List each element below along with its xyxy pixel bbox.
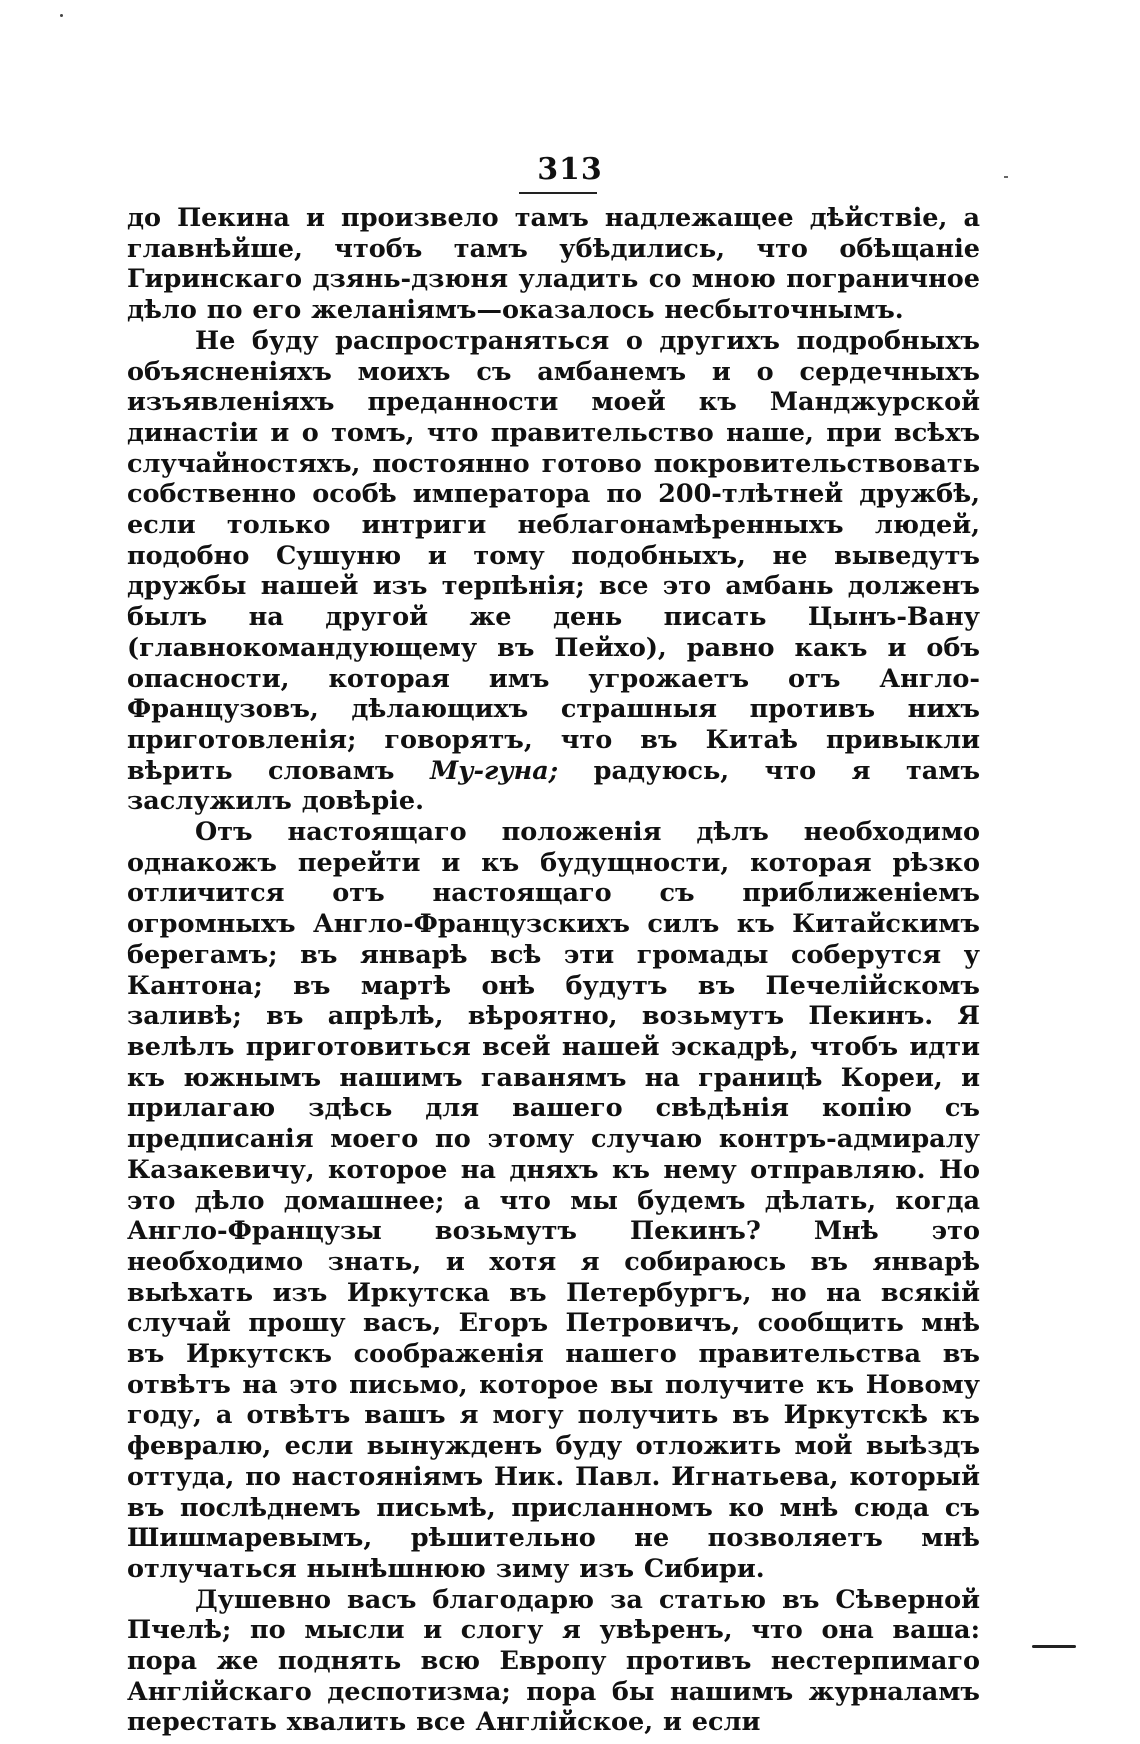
paragraph-text: Не буду распространяться о другихъ подробныхъ объясненіяхъ моихъ съ амбанемъ и о сердечныхъ изъявленіяхъ преданности моей къ Манджурской династіи и о томъ, что правительство наше, при всѣхъ случайностяхъ, постоянно готово покровительствовать собственно особѣ императора по 200-тлѣтней дружбѣ, если только интриги неблагонамѣренныхъ людей, подобно Сушуню и тому подобныхъ, не выведутъ дружбы нашей изъ терпѣнія; все это амбань долженъ былъ на другой же день писать Цынъ-Вану (главнокомандующему въ Пейхо), равно какъ и объ опасности, которая имъ угрожаетъ отъ Англо-Французовъ, дѣлающихъ страшныя противъ нихъ приготовленія; говорятъ, что въ Китаѣ привыкли вѣрить словамъ <box>127 325 980 786</box>
paragraph-4 <box>127 1585 980 1739</box>
page-number: 313 <box>537 152 603 187</box>
paragraph-1 <box>127 203 980 326</box>
paragraph-text-continued: радуюсь, что я тамъ заслужилъ довѣріе. <box>127 755 981 817</box>
paragraph-text: до Пекина и произвело тамъ надлежащее дѣйствіе, а главнѣйше, чтобъ тамъ убѣдились, что обѣщаніе Гиринскаго дзянь-дзюня уладить со мною пограничное дѣло по его желаніямъ—оказалось несбыточнымъ. <box>127 203 980 326</box>
scan-speck <box>60 14 63 17</box>
paragraph-text: Отъ настоящаго положенія дѣлъ необходимо однакожъ перейти и къ будущности, которая рѣзко отличится отъ настоящаго съ приближеніемъ огромныхъ Англо-Французскихъ силъ къ Китайскимъ берегамъ; въ январѣ всѣ эти громады соберутся у Кантона; въ мартѣ онѣ будутъ въ Печелійскомъ заливѣ; въ апрѣлѣ, вѣроятно, возьмутъ Пекинъ. Я велѣлъ приготовиться всей нашей эскадрѣ, чтобъ идти къ южнымъ нашимъ гаванямъ на границѣ Кореи, и прилагаю здѣсь для вашего свѣдѣнія копію съ предписанія моего по этому случаю контръ-адмиралу Казакевичу, которое на дняхъ къ нему отправляю. Но это дѣло домашнее; а что мы будемъ дѣлать, когда Англо-Французы возьмутъ Пекинъ? Мнѣ это необходимо знать, и хотя я собираюсь въ январѣ выѣхать изъ Иркутска въ Петербургъ, но на всякій случай прошу васъ, Егоръ Петровичъ, сообщить мнѣ въ Иркутскъ соображенія нашего правительства въ отвѣтъ на это письмо, которое вы получите къ Новому году, а отвѣтъ вашъ я могу получить въ Иркутскѣ къ февралю, если вынужденъ буду отложить мой выѣздъ оттуда, по настояніямъ Ник. Павл. Игнатьева, который въ послѣднемъ письмѣ, присланномъ ко мнѣ сюда съ Шишмаревымъ, рѣшительно не позволяетъ мнѣ отлучаться нынѣшнюю зиму изъ Сибири. <box>127 817 980 1584</box>
letter-body-text <box>127 203 980 1738</box>
italic-name: Му-гуна; <box>429 755 559 786</box>
paragraph-text: Душевно васъ благодарю за статью въ Сѣверной Пчелѣ; по мысли и слогу я увѣренъ, что она ваша: пора же поднять всю Европу противъ нестерпимаго Англійскаго деспотизма; пора бы нашимъ журналамъ перестать хвалить все Англійское, и если <box>127 1584 980 1738</box>
paragraph-3 <box>127 817 980 1585</box>
margin-dash-mark <box>1032 1645 1076 1648</box>
paragraph-2 <box>127 326 980 817</box>
page-number-rule <box>519 192 597 194</box>
